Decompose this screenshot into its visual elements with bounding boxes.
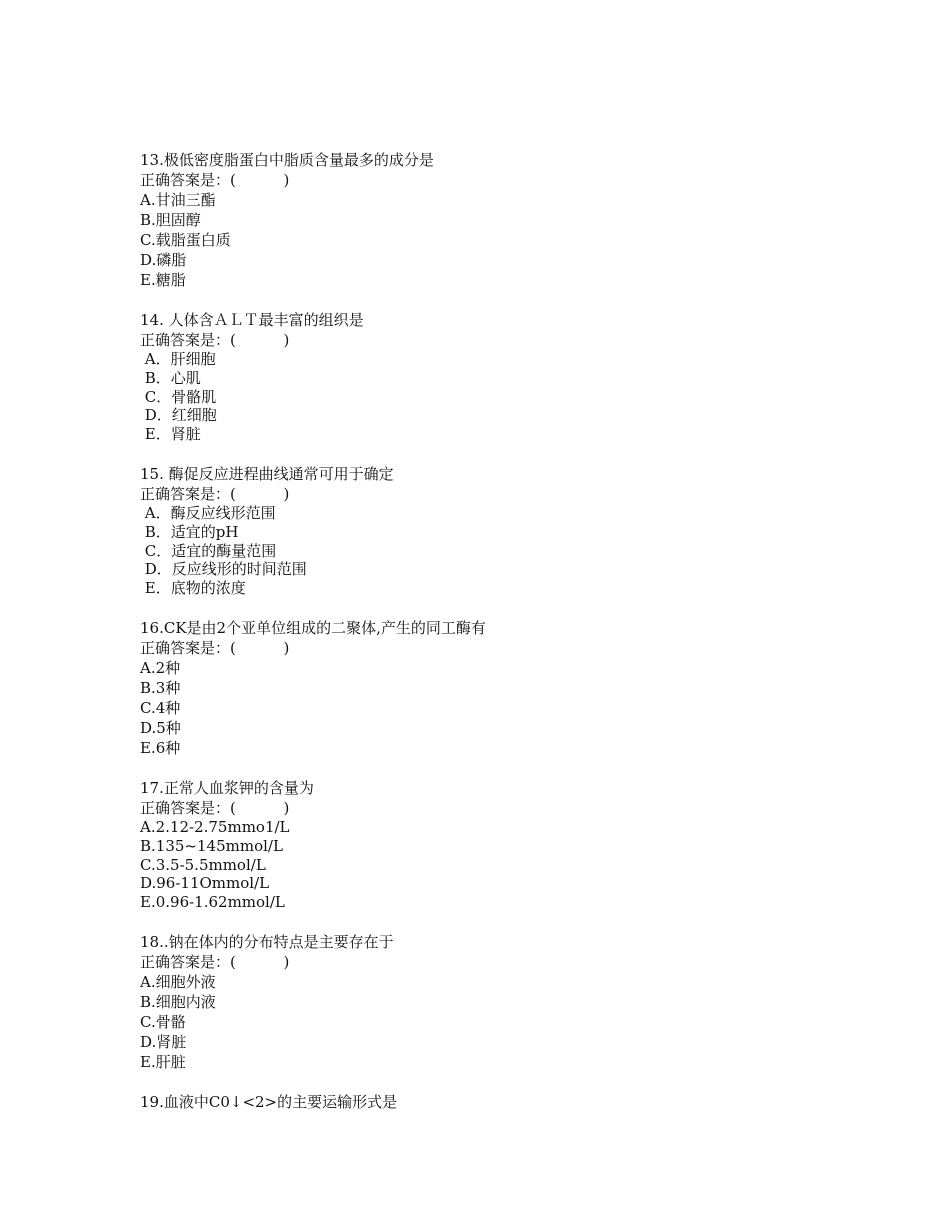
option-c: C．适宜的酶量范围 [140, 541, 277, 560]
option-d: D.96-11Ommol/L [140, 874, 270, 893]
option-e: E.0.96-1.62mmol/L [140, 893, 285, 912]
question-14 [140, 310, 860, 444]
question-title: 13.极低密度脂蛋白中脂质含量最多的成分是 [140, 151, 434, 169]
option-c: C．骨骼肌 [140, 387, 217, 406]
question-title: 14. 人体含ＡＬＴ最丰富的组织是 [140, 311, 364, 329]
answer-prompt: 正确答案是：( ) [140, 171, 290, 189]
option-a: A.甘油三酯 [140, 191, 216, 209]
option-d: D．反应线形的时间范围 [140, 560, 307, 579]
document-page [140, 150, 860, 1132]
option-c: C.骨骼 [140, 1012, 186, 1031]
option-b: B．适宜的pH [140, 522, 239, 541]
option-e: E.糖脂 [140, 271, 186, 289]
option-d: D.磷脂 [140, 251, 187, 269]
question-title: 16.CK是由2个亚单位组成的二聚体,产生的同工酶有 [140, 618, 486, 637]
question-19 [140, 1092, 860, 1112]
question-title: 19.血液中C0↓<2>的主要运输形式是 [140, 1092, 398, 1111]
option-b: B.3种 [140, 678, 181, 697]
question-title: 17.正常人血浆钾的含量为 [140, 778, 314, 797]
option-e: E.6种 [140, 738, 181, 757]
option-a: A．肝细胞 [140, 350, 216, 368]
question-13 [140, 150, 860, 290]
option-a: A.2种 [140, 658, 181, 677]
answer-prompt: 正确答案是：( ) [140, 484, 290, 503]
option-a: A.2.12-2.75mmo1/L [140, 817, 290, 836]
option-a: A．酶反应线形范围 [140, 503, 276, 522]
option-e: E．底物的浓度 [140, 579, 246, 598]
option-e: E.肝脏 [140, 1052, 186, 1071]
option-d: D.5种 [140, 718, 181, 737]
answer-prompt: 正确答案是：( ) [140, 798, 290, 817]
answer-prompt: 正确答案是：( ) [140, 952, 290, 971]
option-e: E．肾脏 [140, 425, 201, 444]
answer-prompt: 正确答案是：( ) [140, 638, 290, 657]
question-17 [140, 778, 860, 912]
option-c: C.4种 [140, 698, 181, 717]
option-b: B.135~145mmol/L [140, 836, 283, 855]
question-18 [140, 932, 860, 1072]
answer-prompt: 正确答案是：( ) [140, 331, 290, 349]
option-b: B.细胞内液 [140, 992, 216, 1011]
option-c: C.载脂蛋白质 [140, 231, 231, 249]
question-15 [140, 464, 860, 598]
question-16 [140, 618, 860, 758]
option-b: B.胆固醇 [140, 211, 201, 229]
option-d: D．红细胞 [140, 406, 217, 425]
option-b: B．心肌 [140, 368, 201, 387]
question-title: 18..钠在体内的分布特点是主要存在于 [140, 932, 394, 951]
option-c: C.3.5-5.5mmol/L [140, 855, 266, 874]
option-a: A.细胞外液 [140, 972, 216, 991]
question-title: 15. 酶促反应进程曲线通常可用于确定 [140, 464, 394, 483]
option-d: D.肾脏 [140, 1032, 187, 1051]
